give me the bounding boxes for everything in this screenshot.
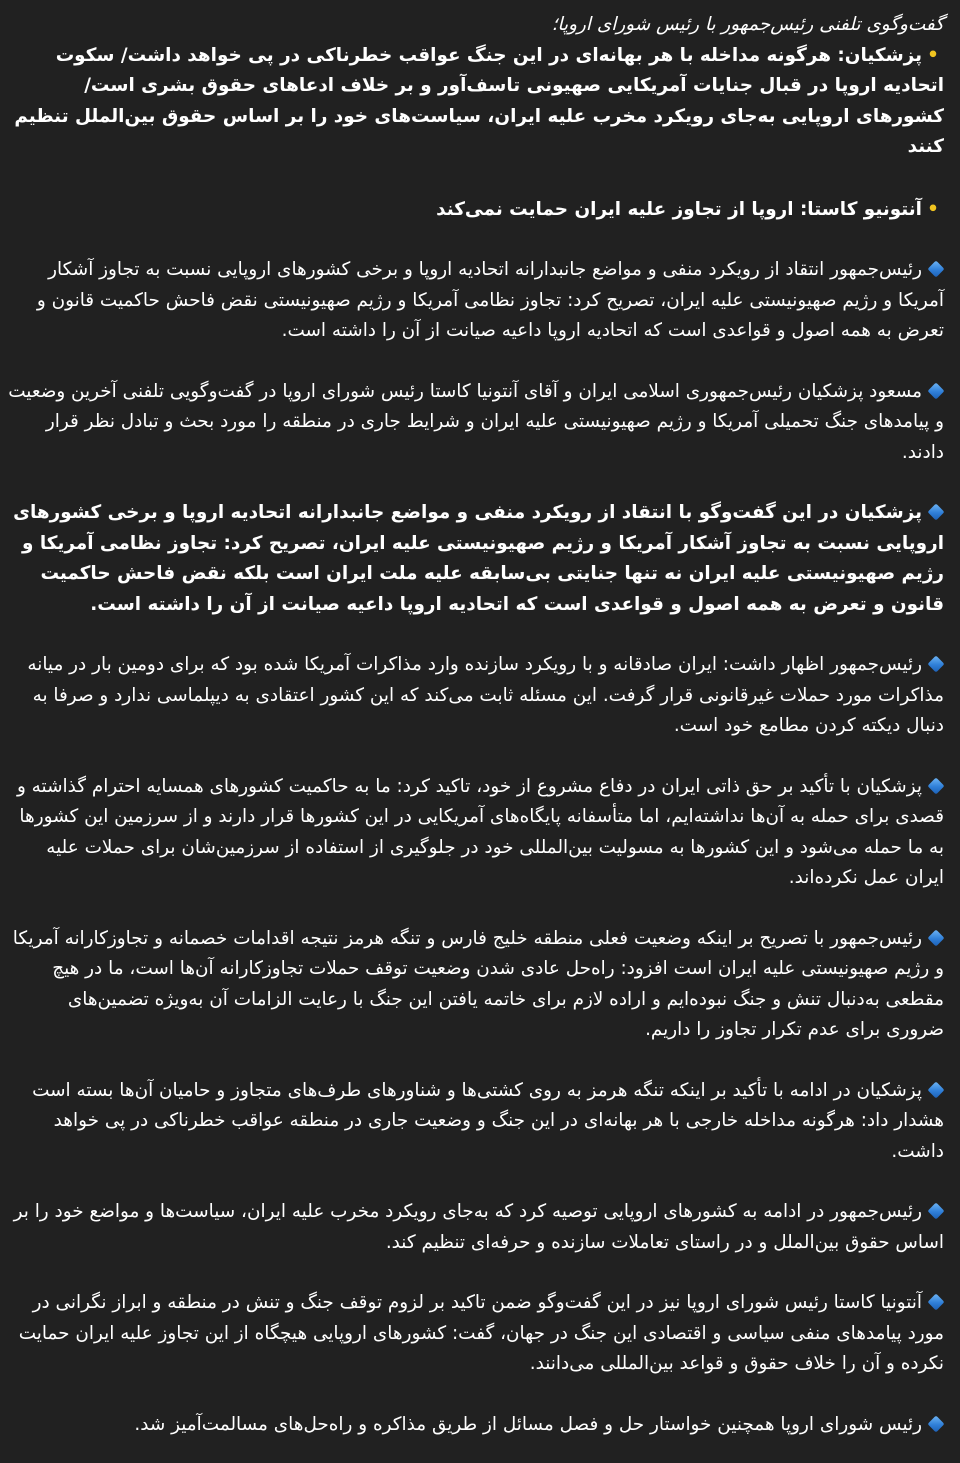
blue-diamond-icon <box>928 504 944 520</box>
bullet-item <box>8 41 944 163</box>
blue-diamond-icon <box>928 1203 944 1219</box>
paragraph-text: پزشکیان با تأکید بر حق ذاتی ایران در دفاع مشروع از خود، تاکید کرد: ما به حاکمیت کشورهای همسایه احترام گذاشته و قصدی برای حمله به آن‌ها نداشته‌ایم، اما متأسفانه پایگاه‌های آمریکایی در این کشورها قرار دارند و از سرزمین این کشورها به ما حمله می‌شود و این کشورها به مسولیت بین‌المللی خود در جلوگیری از استفاده از سرزمین‌شان برای حملات علیه ایران عمل نکرده‌اند. <box>16 775 944 888</box>
blue-diamond-icon <box>928 261 944 277</box>
paragraph-text: رئیس‌جمهور در ادامه به کشورهای اروپایی توصیه کرد که به‌جای رویکرد مخرب علیه ایران، سیاست‌ها و مواضع خود را بر اساس حقوق بین‌الملل و در راستای تعاملات سازنده و حرفه‌ای تنظیم کند. <box>13 1201 944 1253</box>
bullet-item <box>8 195 944 226</box>
bullet-text: آنتونیو کاستا: اروپا از تجاوز علیه ایران حمایت نمی‌کند <box>436 198 922 220</box>
paragraph <box>8 924 944 1046</box>
blue-diamond-icon <box>928 1082 944 1098</box>
paragraph <box>8 1076 944 1168</box>
blue-diamond-icon <box>928 383 944 399</box>
paragraph-text: پزشکیان در ادامه با تأکید بر اینکه تنگه هرمز به روی کشتی‌ها و شناورهای طرف‌های متجاوز و حامیان آن‌ها بسته است هشدار داد: هرگونه مداخله خارجی با هر بهانه‌ای در این جنگ و وضعیت جاری در منطقه عواقب خطرناکی در پی خواهد داشت. <box>32 1079 944 1162</box>
paragraph-text: آنتونیا کاستا رئیس شورای اروپا نیز در این گفت‌وگو ضمن تاکید بر لزوم توقف جنگ و تنش در منطقه و ابراز نگرانی در مورد پیامدهای منفی سیاسی و اقتصادی این جنگ در جهان، گفت: کشورهای اروپایی هیچگاه از این تجاوز علیه ایران حمایت نکرده و آن را خلاف حقوق و قواعد بین‌المللی می‌دانند. <box>18 1292 944 1374</box>
paragraph <box>8 1197 944 1258</box>
paragraph <box>8 498 944 620</box>
bullet-text: پزشکیان: هرگونه مداخله با هر بهانه‌ای در این جنگ عواقب خطرناکی در پی خواهد داشت/ سکوت اتحادیه اروپا در قبال جنایات آمریکایی صهیونی تاسف‌آور و بر خلاف ادعاهای حقوق بشری است/ کشورهای اروپایی به‌جای رویکرد مخرب علیه ایران، سیاست‌های خود را بر اساس حقوق بین‌الملل تنظیم کنند <box>14 44 944 157</box>
paragraph-text: رئیس‌جمهور اظهار داشت: ایران صادقانه و با رویکرد سازنده وارد مذاکرات آمریکا شده بود که برای دومین بار در میانه مذاکرات مورد حملات غیرقانونی قرار گرفت. این مسئله ثابت می‌کند که این کشور اعتقادی به دیپلماسی ندارد و صرفا به دنبال دیکته کردن مطامع خود است. <box>27 654 944 736</box>
yellow-dot-icon: • <box>927 198 939 220</box>
paragraph-text: پزشکیان در این گفت‌وگو با انتقاد از رویکرد منفی و مواضع جانبدارانه اتحادیه اروپا و برخی کشورهای اروپایی نسبت به تجاوز آشکار آمریکا و رژیم صهیونیستی علیه ایران، تصریح کرد: تجاوز نظامی آمریکا و رژیم صهیونیستی علیه ایران نه تنها جنایتی بی‌سابقه علیه ملت ایران است بلکه نقض فاحش حاکمیت قانون و تعرض به همه اصول و قواعدی است که اتحادیه اروپا داعیه صیانت از آن را داشته است. <box>13 502 944 615</box>
yellow-dot-icon: • <box>927 44 939 66</box>
paragraph-text: رئیس شورای اروپا همچنین خواستار حل و فصل مسائل از طریق مذاکره و راه‌حل‌های مسالمت‌آمیز شد. <box>134 1413 922 1435</box>
paragraph <box>8 650 944 742</box>
paragraph-text: رئیس‌جمهور انتقاد از رویکرد منفی و مواضع جانبدارانه اتحادیه اروپا و برخی کشورهای اروپایی نسبت به تجاوز آشکار آمریکا و رژیم صهیونیستی علیه ایران، تصریح کرد: تجاوز نظامی آمریکا و رژیم صهیونیستی نقض فاحش حاکمیت قانون و تعرض به همه اصول و قواعدی است که اتحادیه اروپا داعیه صیانت از آن را داشته است. <box>36 259 944 341</box>
post-headline: گفت‌وگوی تلفنی رئیس‌جمهور با رئیس شورای اروپا؛ <box>551 14 944 35</box>
paragraph <box>8 1410 944 1441</box>
paragraph <box>8 255 944 347</box>
blue-diamond-icon <box>928 1294 944 1310</box>
paragraph <box>8 1288 944 1380</box>
blue-diamond-icon <box>928 656 944 672</box>
paragraph-text: رئیس‌جمهور با تصریح بر اینکه وضعیت فعلی منطقه خلیج فارس و تنگه هرمز نتیجه اقدامات خصمانه و تجاوزکارانه آمریکا و رژیم صهیونیستی علیه ایران است افزود: راه‌حل عادی شدن وضعیت توقف حملات تجاوزکارانه آن‌ها است، ما در هیچ مقطعی به‌دنبال تنش و جنگ نبوده‌ایم و اراده لازم برای خاتمه یافتن این جنگ با رعایت الزامات آن به‌ویژه تضمین‌های ضروری برای عدم تکرار تجاوز را داریم. <box>12 927 944 1040</box>
blue-diamond-icon <box>928 1416 944 1432</box>
blue-diamond-icon <box>928 930 944 946</box>
paragraph <box>8 377 944 469</box>
blue-diamond-icon <box>928 778 944 794</box>
paragraph-text: مسعود پزشکیان رئیس‌جمهوری اسلامی ایران و آقای آنتونیا کاستا رئیس شورای اروپا در گفت‌وگویی تلفنی آخرین وضعیت و پیامدهای جنگ تحمیلی آمریکا و رژیم صهیونیستی علیه ایران و شرایط جاری در منطقه را مورد بحث و تبادل نظر قرار دادند. <box>8 380 944 463</box>
paragraph <box>8 772 944 894</box>
